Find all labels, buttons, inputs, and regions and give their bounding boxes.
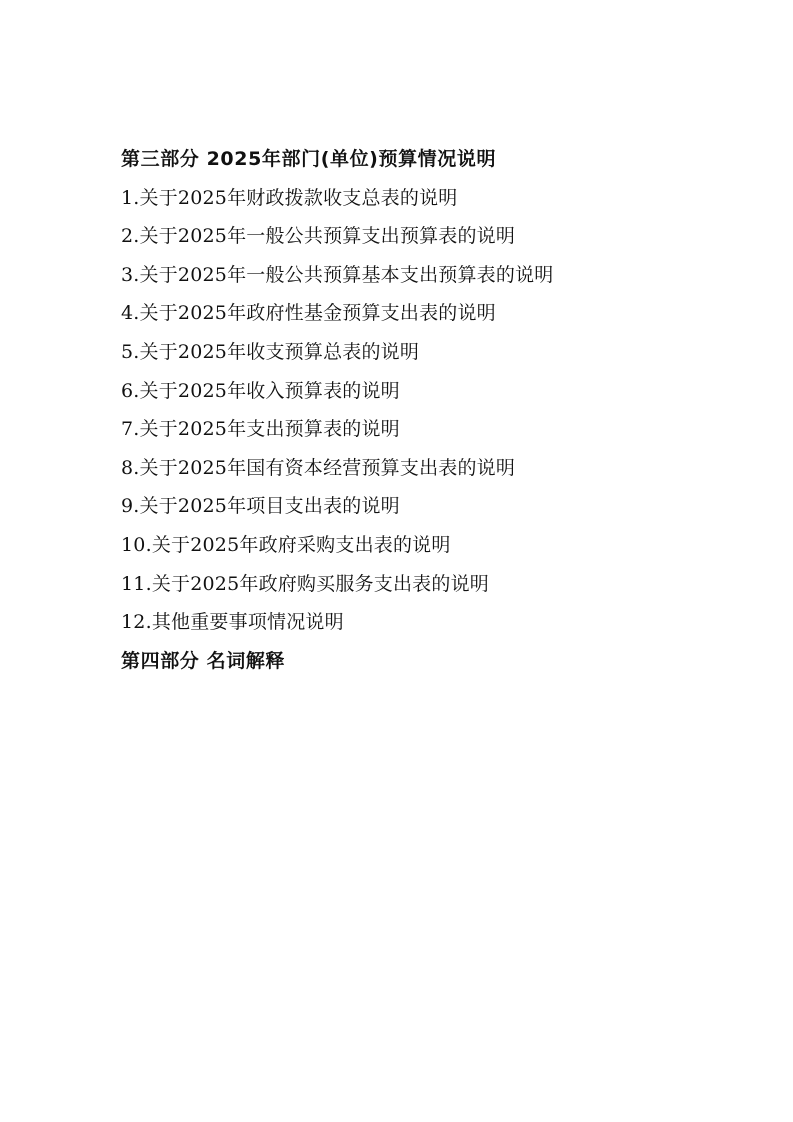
toc-item-10: 10.关于2025年政府采购支出表的说明 — [121, 533, 451, 556]
toc-item-12: 12.其他重要事项情况说明 — [121, 611, 344, 634]
toc-item-9: 9.关于2025年项目支出表的说明 — [121, 495, 400, 518]
toc-item-11: 11.关于2025年政府购买服务支出表的说明 — [121, 572, 489, 595]
toc-item-1: 1.关于2025年财政拨款收支总表的说明 — [121, 186, 458, 209]
section-four-heading: 第四部分 名词解释 — [121, 649, 286, 672]
toc-item-3: 3.关于2025年一般公共预算基本支出预算表的说明 — [121, 263, 554, 286]
table-of-contents — [121, 144, 741, 684]
toc-item-4: 4.关于2025年政府性基金预算支出表的说明 — [121, 302, 496, 325]
toc-item-2: 2.关于2025年一般公共预算支出预算表的说明 — [121, 225, 516, 248]
section-three-heading: 第三部分 2025年部门(单位)预算情况说明 — [121, 148, 497, 170]
toc-item-5: 5.关于2025年收支预算总表的说明 — [121, 340, 420, 363]
toc-item-7: 7.关于2025年支出预算表的说明 — [121, 418, 400, 441]
toc-item-6: 6.关于2025年收入预算表的说明 — [121, 379, 400, 402]
toc-item-8: 8.关于2025年国有资本经营预算支出表的说明 — [121, 456, 516, 479]
